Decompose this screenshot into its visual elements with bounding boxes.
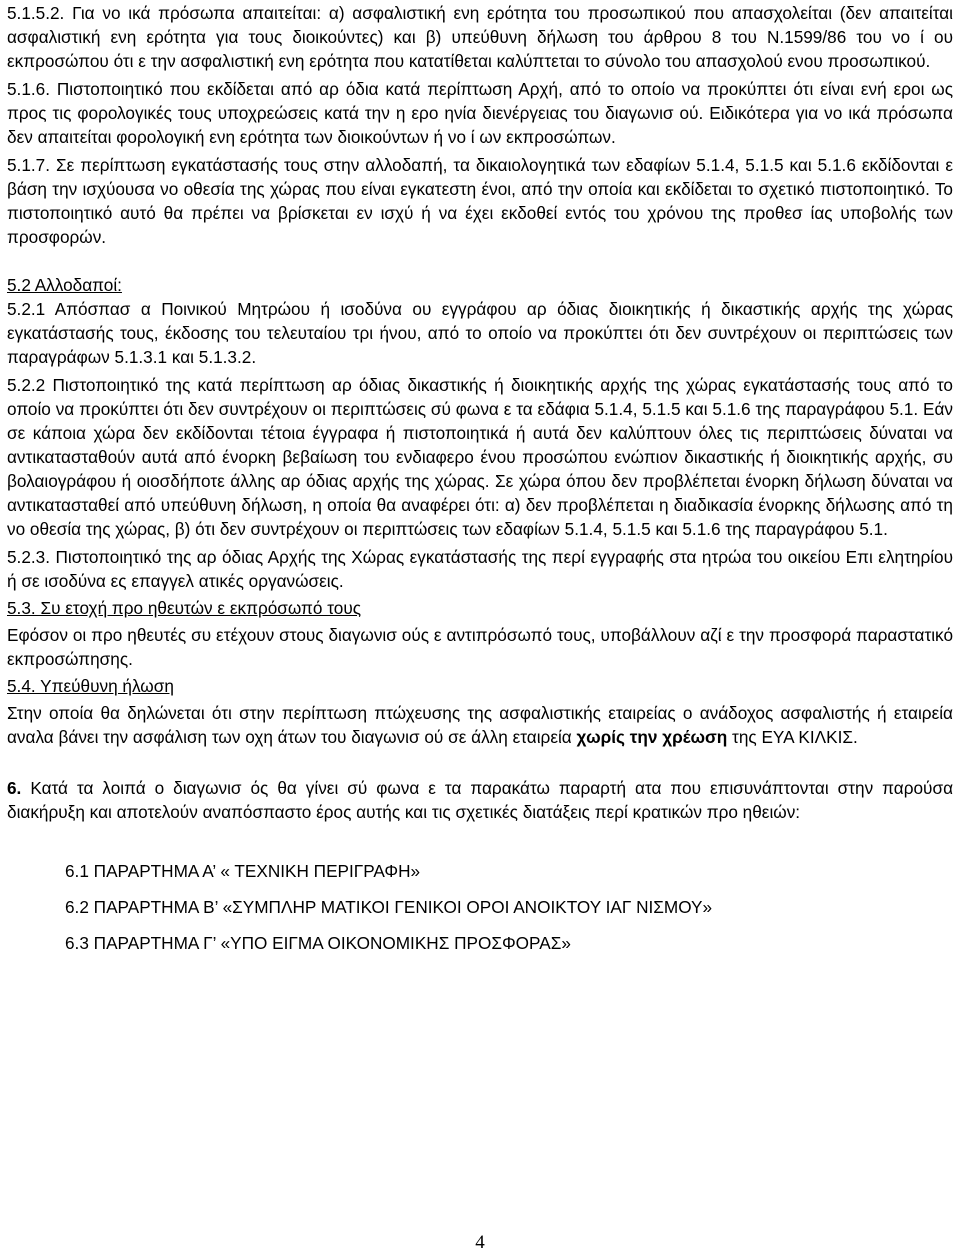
paragraph-5-1-6: 5.1.6. Πιστοποιητικό που εκδίδεται από αρ όδια κατά περίπτωση Αρχή, από το οποίο να προκύπτει ότι είναι ενή εροι ως προς τις φορολογικές τους υποχρεώσεις κατά την η ερο ηνία διενέργειας του διαγωνισ ού. Ειδικότερα για νο ικά πρόσωπα δεν απαιτείται φορολογική ενη ερότητα των διοικούντων ή νο ί ων εκπροσώπων. [7,79,953,147]
page-number: 4 [475,1232,485,1253]
heading-5-4-declaration: 5.4. Υπεύθυνη ήλωση [7,676,174,696]
paragraph-6 [7,776,953,824]
paragraph-5-2-3: 5.2.3. Πιστοποιητικό της αρ όδιας Αρχής της Χώρας εγκατάστασής της περί εγγραφής στα ητρώα του οικείου Επι ελητηρίου ή σε ισοδύνα ες επαγγελ ατικές οργανώσεις. [7,547,953,591]
document-body [7,0,953,955]
paragraph-5-2-1: 5.2.1 Απόσπασ α Ποινικού Μητρώου ή ισοδύνα ου εγγράφου αρ όδιας διοικητικής ή δικαστικής αρχής της χώρας εγκατάστασής τους, έκδοσης του τελευταίου τρι ήνου, από το οποίο να προκύπτει ότι δεν συντρέχουν οι περιπτώσεις των παραγράφων 5.1.3.1 και 5.1.3.2. [7,299,953,367]
heading-5-3-representation: 5.3. Συ ετοχή προ ηθευτών ε εκπρόσωπό τους [7,598,362,618]
annex-item-c: 6.3 ΠΑΡΑΡΤΗΜΑ Γ’ «ΥΠΟ ΕΙΓΜΑ ΟΙΚΟΝΟΜΙΚΗΣ ΠΡΟΣΦΟΡΑΣ» [65,933,571,953]
paragraph-5-2-2: 5.2.2 Πιστοποιητικό της κατά περίπτωση αρ όδιας δικαστικής ή διοικητικής αρχής της χώρας εγκατάστασής τους από το οποίο να προκύπτει ότι δεν συντρέχουν οι περιπτώσεις σύ φωνα ε τα εδάφια 5.1.4, 5.1.5 και 5.1.6 της παραγράφου 5.1. Εάν σε κάποια χώρα δεν εκδίδονται τέτοια έγγραφα ή πιστοποιητικά ή αυτά δεν καλύπτουν όλες τις περιπτώσεις δύναται να αντικατασταθούν αυτά από ένορκη βεβαίωση του ενδιαφερο ένου προσώπου ενώπιον δικαστικής ή διοικητικής αρχής, συ βολαιογράφου ή οιοσδήποτε άλλης αρ όδιας αρχής της χώρας. Σε χώρα όπου δεν προβλέπεται ένορκη δήλωση δύναται να αντικατασταθεί από υπεύθυνη δήλωση, η οποία θα αναφέρει ότι: α) δεν προβλέπεται η διαδικασία ένορκης δήλωσης από τη νο οθεσία της χώρας, β) ότι δεν συντρέχουν οι περιπτώσεις των εδαφίων 5.1.4, 5.1.5 και 5.1.6 της παραγράφου 5.1. [7,375,953,539]
heading-5-2-foreigners: 5.2 Αλλοδαποί: [7,275,122,295]
paragraph-6-number: 6. [7,778,22,798]
annex-list [7,859,953,955]
paragraph-5-1-5-2: 5.1.5.2. Για νο ικά πρόσωπα απαιτείται: α) ασφαλιστική ενη ερότητα του προσωπικού που απασχολείται (δεν απαιτείται ασφαλιστική ενη ερότητα για τους διοικούντες) και β) υπεύθυνη δήλωση του άρθρου 8 του Ν.1599/86 του νο ί ου εκπροσώπου ότι ε την ασφαλιστική ενη ερότητα που κατατίθεται καλύπτεται το σύνολο του απασχολού ενου προσωπικού. [7,3,953,71]
paragraph-5-4-text: Στην οποία θα δηλώνεται ότι στην περίπτωση πτώχευσης της ασφαλιστικής εταιρείας ο ανάδοχος ασφαλιστής ή εταιρεία αναλα βάνει την ασφάλιση των οχη άτων του διαγωνισ ού σε άλλη εταιρεία [7,703,953,747]
paragraph-5-4 [7,701,953,749]
paragraph-5-3: Εφόσον οι προ ηθευτές συ ετέχουν στους διαγωνισ ούς ε αντιπρόσωπό τους, υποβάλλουν αζί ε την προσφορά παραστατικό εκπροσώπησης. [7,625,953,669]
annex-item-b: 6.2 ΠΑΡΑΡΤΗΜΑ Β’ «ΣΥΜΠΛΗΡ ΜΑΤΙΚΟΙ ΓΕΝΙΚΟΙ ΟΡΟΙ ΑΝΟΙΚΤΟΥ ΙΑΓ ΝΙΣΜΟΥ» [65,897,713,917]
paragraph-5-4-bold: χωρίς την χρέωση [576,727,728,747]
spacer [7,249,953,275]
paragraph-5-1-7: 5.1.7. Σε περίπτωση εγκατάστασής τους στην αλλοδαπή, τα δικαιολογητικά των εδαφίων 5.1.4, 5.1.5 και 5.1.6 εκδίδονται ε βάση την ισχύουσα νο οθεσία της χώρας που είναι εγκατεστη ένοι, από την οποία και εκδίδεται το σχετικό πιστοποιητικό. Το πιστοποιητικό αυτό θα πρέπει να βρίσκεται εν ισχύ ή να έχει εκδοθεί εντός του χρόνου της προθεσ ίας υποβολής των προσφορών. [7,155,953,247]
annex-item-a: 6.1 ΠΑΡΑΡΤΗΜΑ Α’ « ΤΕΧΝΙΚΗ ΠΕΡΙΓΡΑΦΗ» [65,861,421,881]
spacer [7,749,953,776]
paragraph-6-text: Κατά τα λοιπά ο διαγωνισ ός θα γίνει σύ φωνα ε τα παρακάτω παραρτή ατα που επισυνάπτονται στην παρούσα διακήρυξη και αποτελούν αναπόσπαστο έρος αυτής και τις σχετικές διατάξεις περί κρατικών προ ηθειών: [7,778,953,822]
paragraph-5-4-end: της ΕΥΑ ΚΙΛΚΙΣ. [727,727,858,747]
